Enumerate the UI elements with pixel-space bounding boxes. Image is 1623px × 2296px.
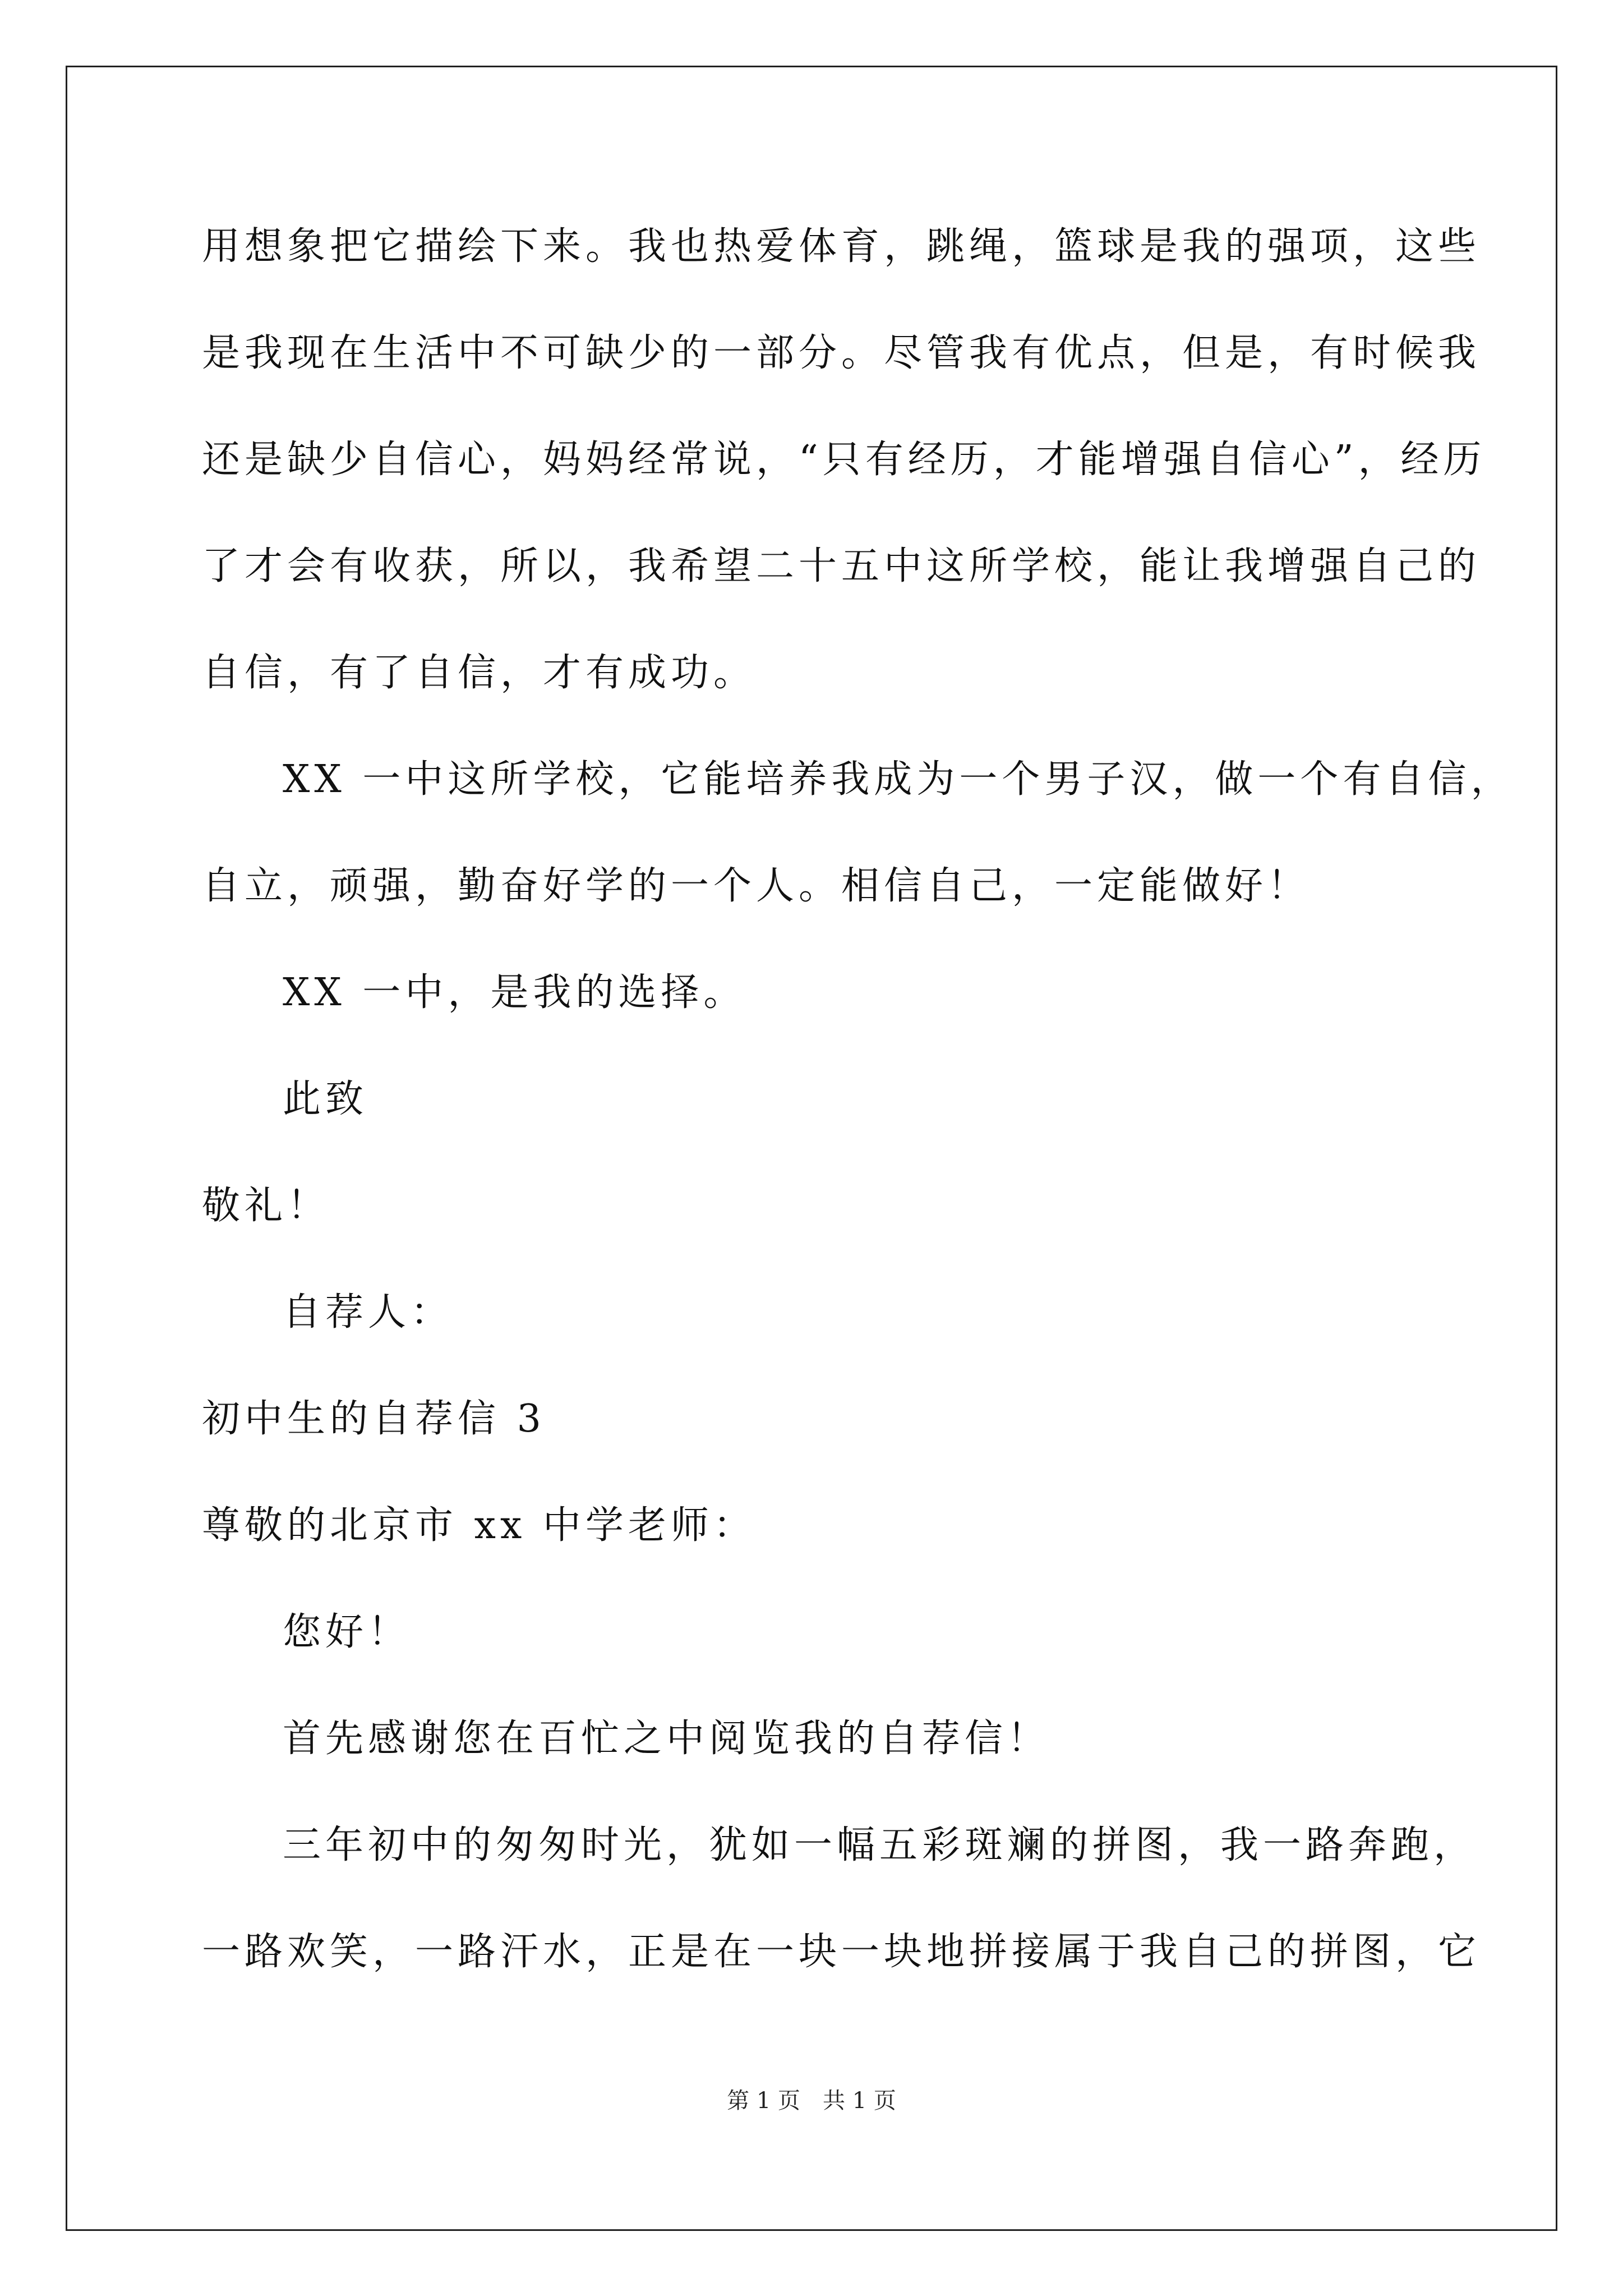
greeting: 您好！ — [283, 1610, 411, 1654]
section-heading: 初中生的自荐信 3 — [202, 1397, 546, 1441]
text-line-8: XX 一中，是我的选择。 — [283, 970, 746, 1015]
text-line-16: 三年初中的匆匆时光，犹如一幅五彩斑斓的拼图，我一路奔跑， — [283, 1823, 1477, 1867]
text-line-7: 自立，顽强，勤奋好学的一个人。相信自己，一定能做好！ — [202, 864, 1311, 908]
page-border — [66, 66, 1557, 2231]
text-line-6: XX 一中这所学校，它能培养我成为一个男子汉，做一个有自信， — [283, 757, 1514, 802]
text-line-1: 用想象把它描绘下来。我也热爱体育，跳绳，篮球是我的强项，这些 — [202, 224, 1481, 269]
salutation: 尊敬的北京市 xx 中学老师： — [202, 1503, 756, 1548]
text-line-3: 还是缺少自信心，妈妈经常说，“只有经历，才能增强自信心”，经历 — [202, 438, 1486, 482]
text-line-2: 是我现在生活中不可缺少的一部分。尽管我有优点，但是，有时候我 — [202, 331, 1481, 375]
text-line-15: 首先感谢您在百忙之中阅览我的自荐信！ — [283, 1717, 1050, 1761]
text-line-10: 敬礼！ — [202, 1184, 330, 1228]
text-line-11: 自荐人： — [283, 1290, 454, 1335]
text-line-9: 此致 — [283, 1077, 368, 1121]
text-line-5: 自信，有了自信，才有成功。 — [202, 651, 757, 695]
text-line-17: 一路欢笑，一路汗水，正是在一块一块地拼接属于我自己的拼图，它 — [202, 1930, 1481, 1974]
text-line-4: 了才会有收获，所以，我希望二十五中这所学校，能让我增强自己的 — [202, 544, 1481, 588]
page-number-footer: 第 1 页 共 1 页 — [727, 2088, 896, 2114]
